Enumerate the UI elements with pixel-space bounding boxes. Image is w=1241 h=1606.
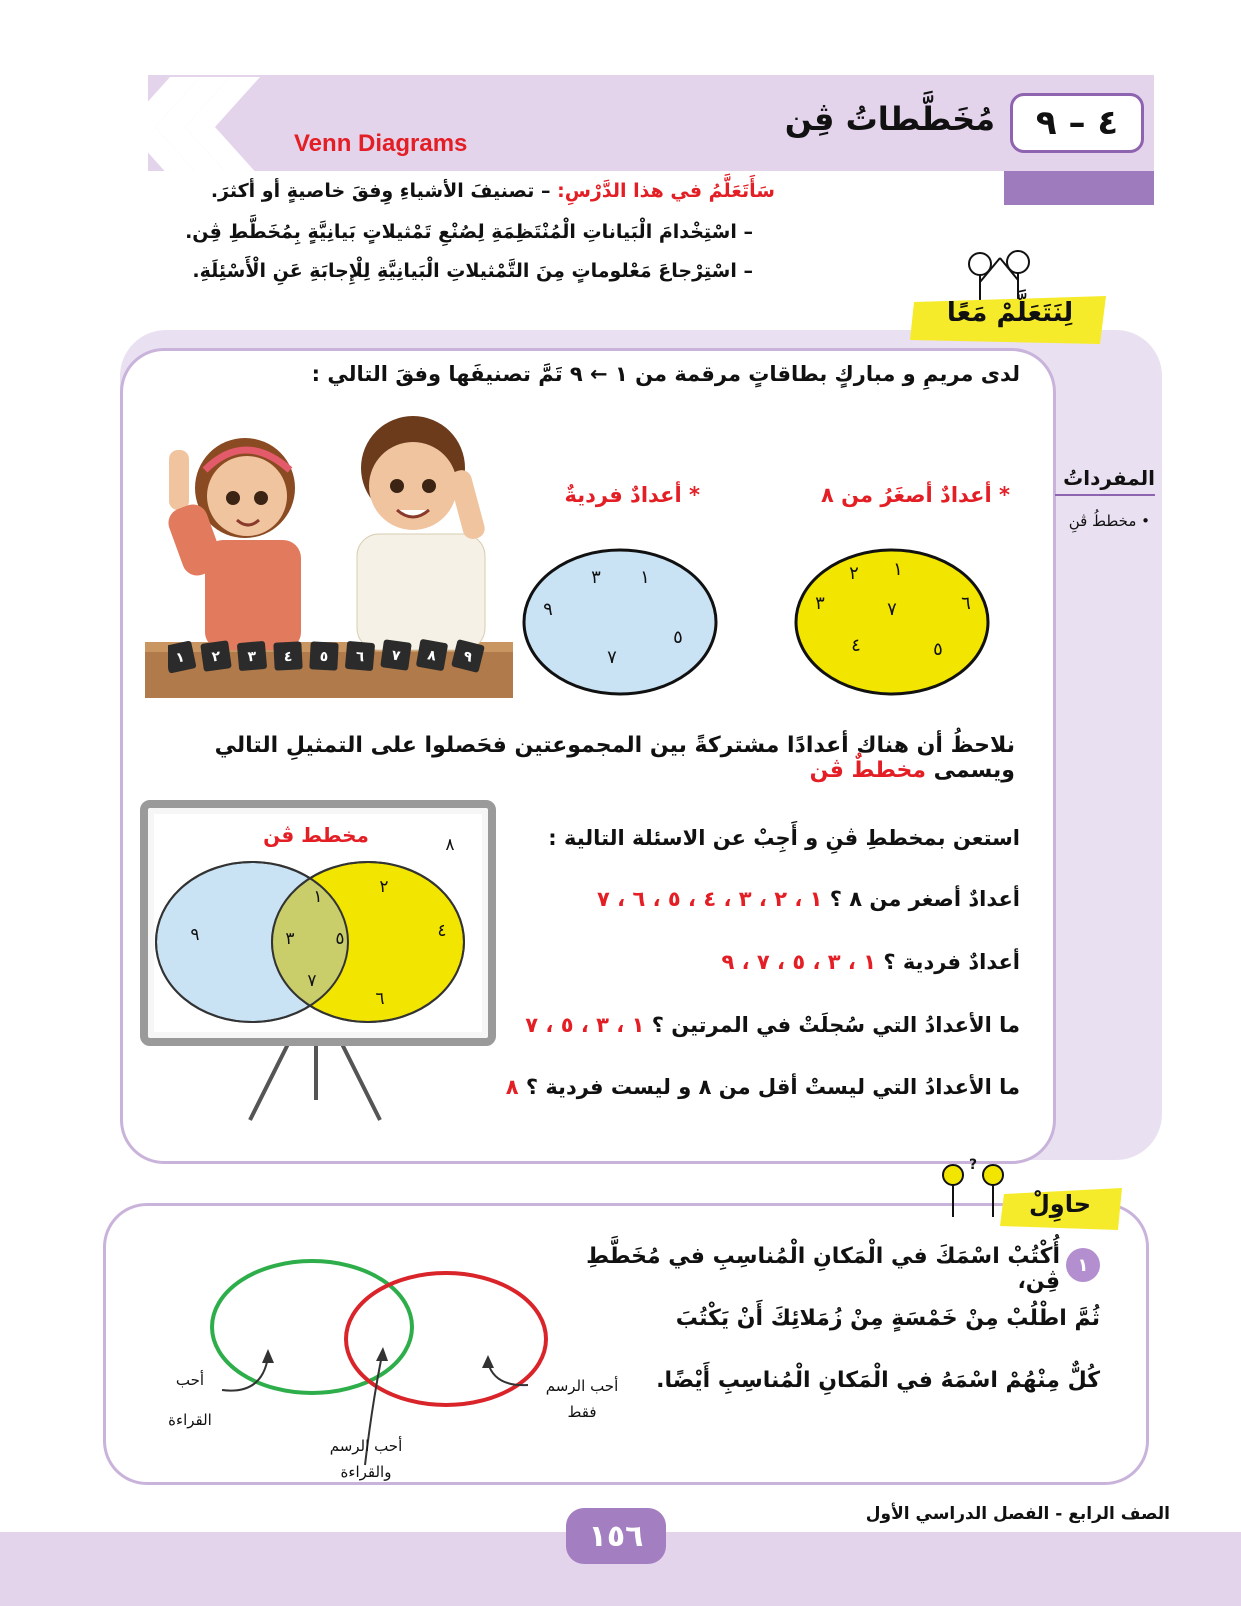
label-drawing: أحب الرسم <box>545 1377 619 1395</box>
objectives-label: سَأَتَعَلَّمُ في هذا الدَّرْسِ: <box>557 180 775 202</box>
label-drawing: فقط <box>567 1403 597 1421</box>
set-number: ٩ <box>543 599 553 620</box>
set-number: ٧ <box>887 599 897 620</box>
label-reading: أحب <box>175 1371 205 1389</box>
svg-text:?: ? <box>969 1157 978 1173</box>
set-a-title: * أعدادٌ أصغَرُ من ٨ <box>820 483 1010 507</box>
try-venn-diagram <box>150 1255 650 1485</box>
odd-numbers-set <box>524 550 716 694</box>
reading-circle <box>212 1261 412 1393</box>
question-answer: ١ ، ٣ ، ٥ ، ٧ <box>525 1013 645 1037</box>
objective-item: – اسْتِخْدامَ الْبَياناتِ الْمُنْتَظِمَةِ لِصُنْعِ تَمْثيلاتٍ بَيانِيَّةٍ بِمُخَطَّطِ ڤِن. <box>185 221 753 243</box>
board-number: ٧ <box>307 971 317 991</box>
notice-text: نلاحظُ أن هناك أعدادًا مشتركةً بين المجموعتين فحَصلوا على التمثيلِ التالي ويسمى <box>214 733 1015 783</box>
card-number: ١ <box>174 649 187 667</box>
question-answer: ١ ، ٣ ، ٥ ، ٧ ، ٩ <box>721 950 877 974</box>
set-number: ٥ <box>933 639 943 660</box>
set-number: ١ <box>893 559 903 580</box>
objective-line-1 <box>15 180 775 202</box>
question-text: أعدادٌ أصغر من ٨ ؟ <box>829 887 1020 911</box>
number-cards <box>168 632 508 682</box>
label-both: أحب الرسم <box>329 1437 403 1455</box>
try-line: ثُمَّ اطْلُبْ مِنْ خَمْسَةٍ مِنْ زُمَلائِكَ أَنْ يَكْتُبَ <box>675 1306 1100 1331</box>
question-answer: ١ ، ٢ ، ٣ ، ٤ ، ٥ ، ٦ ، ٧ <box>597 887 823 911</box>
try-line: كُلٌّ مِنْهُمْ اسْمَهُ في الْمَكانِ الْمُناسِبِ أَيْضًا. <box>656 1368 1100 1393</box>
exercise-number: ١ <box>1066 1248 1100 1282</box>
card-number: ٢ <box>210 648 222 666</box>
card-number: ٧ <box>390 647 402 665</box>
notice-line <box>135 733 1015 783</box>
question-row <box>520 950 1020 974</box>
learn-intro: لدى مريمِ و مباركٍ بطاقاتٍ مرقمة من ١ ← ٩ تَمَّ تصنيفَها وفقَ التالي : <box>311 362 1020 386</box>
card-number: ٨ <box>426 647 438 665</box>
card-number: ٦ <box>354 648 365 666</box>
question-row <box>520 887 1020 911</box>
footer-course: الصف الرابع - الفصل الدراسي الأول <box>865 1504 1170 1524</box>
label-reading: القراءة <box>168 1411 212 1429</box>
set-number: ١ <box>640 567 650 588</box>
set-b-title: * أعدادٌ فرديةٌ <box>564 483 700 507</box>
set-number: ٣ <box>815 593 825 614</box>
vocabulary-title: المفرداتُ <box>1055 466 1155 496</box>
whiteboard-venn-diagram <box>140 800 500 1125</box>
set-number: ٣ <box>591 567 601 588</box>
vocabulary-item: • مخططُ ڤنِ <box>1068 512 1150 530</box>
board-number: ٦ <box>375 989 385 1009</box>
board-number: ٤ <box>437 921 447 941</box>
set-number: ٥ <box>673 627 683 648</box>
learn-together-label: لِنَتَعَلَّمْ مَعًا <box>946 298 1074 328</box>
try-line: أُكْتُبْ اسْمَكَ في الْمَكانِ الْمُناسِبِ في مُخَطَّطِ ڤِن، <box>586 1244 1060 1294</box>
board-outside-number: ٨ <box>445 835 455 855</box>
question-row <box>480 1013 1020 1037</box>
objective-item: – اسْتِرْجاعَ مَعْلوماتٍ مِنَ التَّمْثيلاتِ الْبَيانِيَّةِ لِلْإِجابَةِ عَنِ الْأَسْئِلَةِ. <box>192 260 753 282</box>
set-number: ٦ <box>961 593 971 614</box>
notice-term: مخططٌ ڤن <box>809 758 926 783</box>
question-answer: ٨ <box>505 1075 519 1099</box>
card-number: ٩ <box>461 648 474 666</box>
page-number: ١٥٦ <box>566 1508 666 1564</box>
board-number: ٥ <box>335 929 345 949</box>
question-text: أعدادٌ فردية ؟ <box>883 950 1020 974</box>
question-row <box>480 1075 1020 1099</box>
questions-intro: استعن بمخططِ ڤنِ و أَجِبْ عن الاسئلة التالية : <box>548 826 1020 850</box>
card-number: ٣ <box>247 648 258 666</box>
question-text: ما الأعدادُ التي سُجلَتْ في المرتين ؟ <box>651 1013 1020 1037</box>
lesson-title: مُخَطَّطاتُ ڤِن <box>784 100 995 138</box>
board-number: ٩ <box>190 925 200 945</box>
lesson-number: ٤ – ٩ <box>1010 93 1144 153</box>
lesson-title-english: Venn Diagrams <box>294 130 468 157</box>
set-number: ٢ <box>849 563 859 584</box>
objective-item: – تصنيفَ الأشياءِ وِفقَ خاصيةٍ أو أكثرَ. <box>210 180 551 202</box>
question-text: ما الأعدادُ التي ليستْ أقل من ٨ و ليست فردية ؟ <box>525 1075 1020 1099</box>
try-label: حاوِلْ <box>1028 1190 1092 1218</box>
label-both: والقراءة <box>340 1463 392 1481</box>
board-number: ٢ <box>379 877 389 897</box>
set-number: ٤ <box>851 635 861 656</box>
chevron-decoration-icon <box>130 72 260 182</box>
board-number: ٣ <box>285 929 295 949</box>
set-number: ٧ <box>607 647 617 668</box>
board-title: مخطط ڤن <box>263 823 369 847</box>
board-number: ١ <box>313 887 323 907</box>
card-number: ٤ <box>283 648 293 666</box>
less-than-8-set <box>796 550 988 694</box>
card-number: ٥ <box>319 648 329 666</box>
header-tab-decoration <box>1004 171 1154 205</box>
set-ellipses <box>520 545 1000 705</box>
